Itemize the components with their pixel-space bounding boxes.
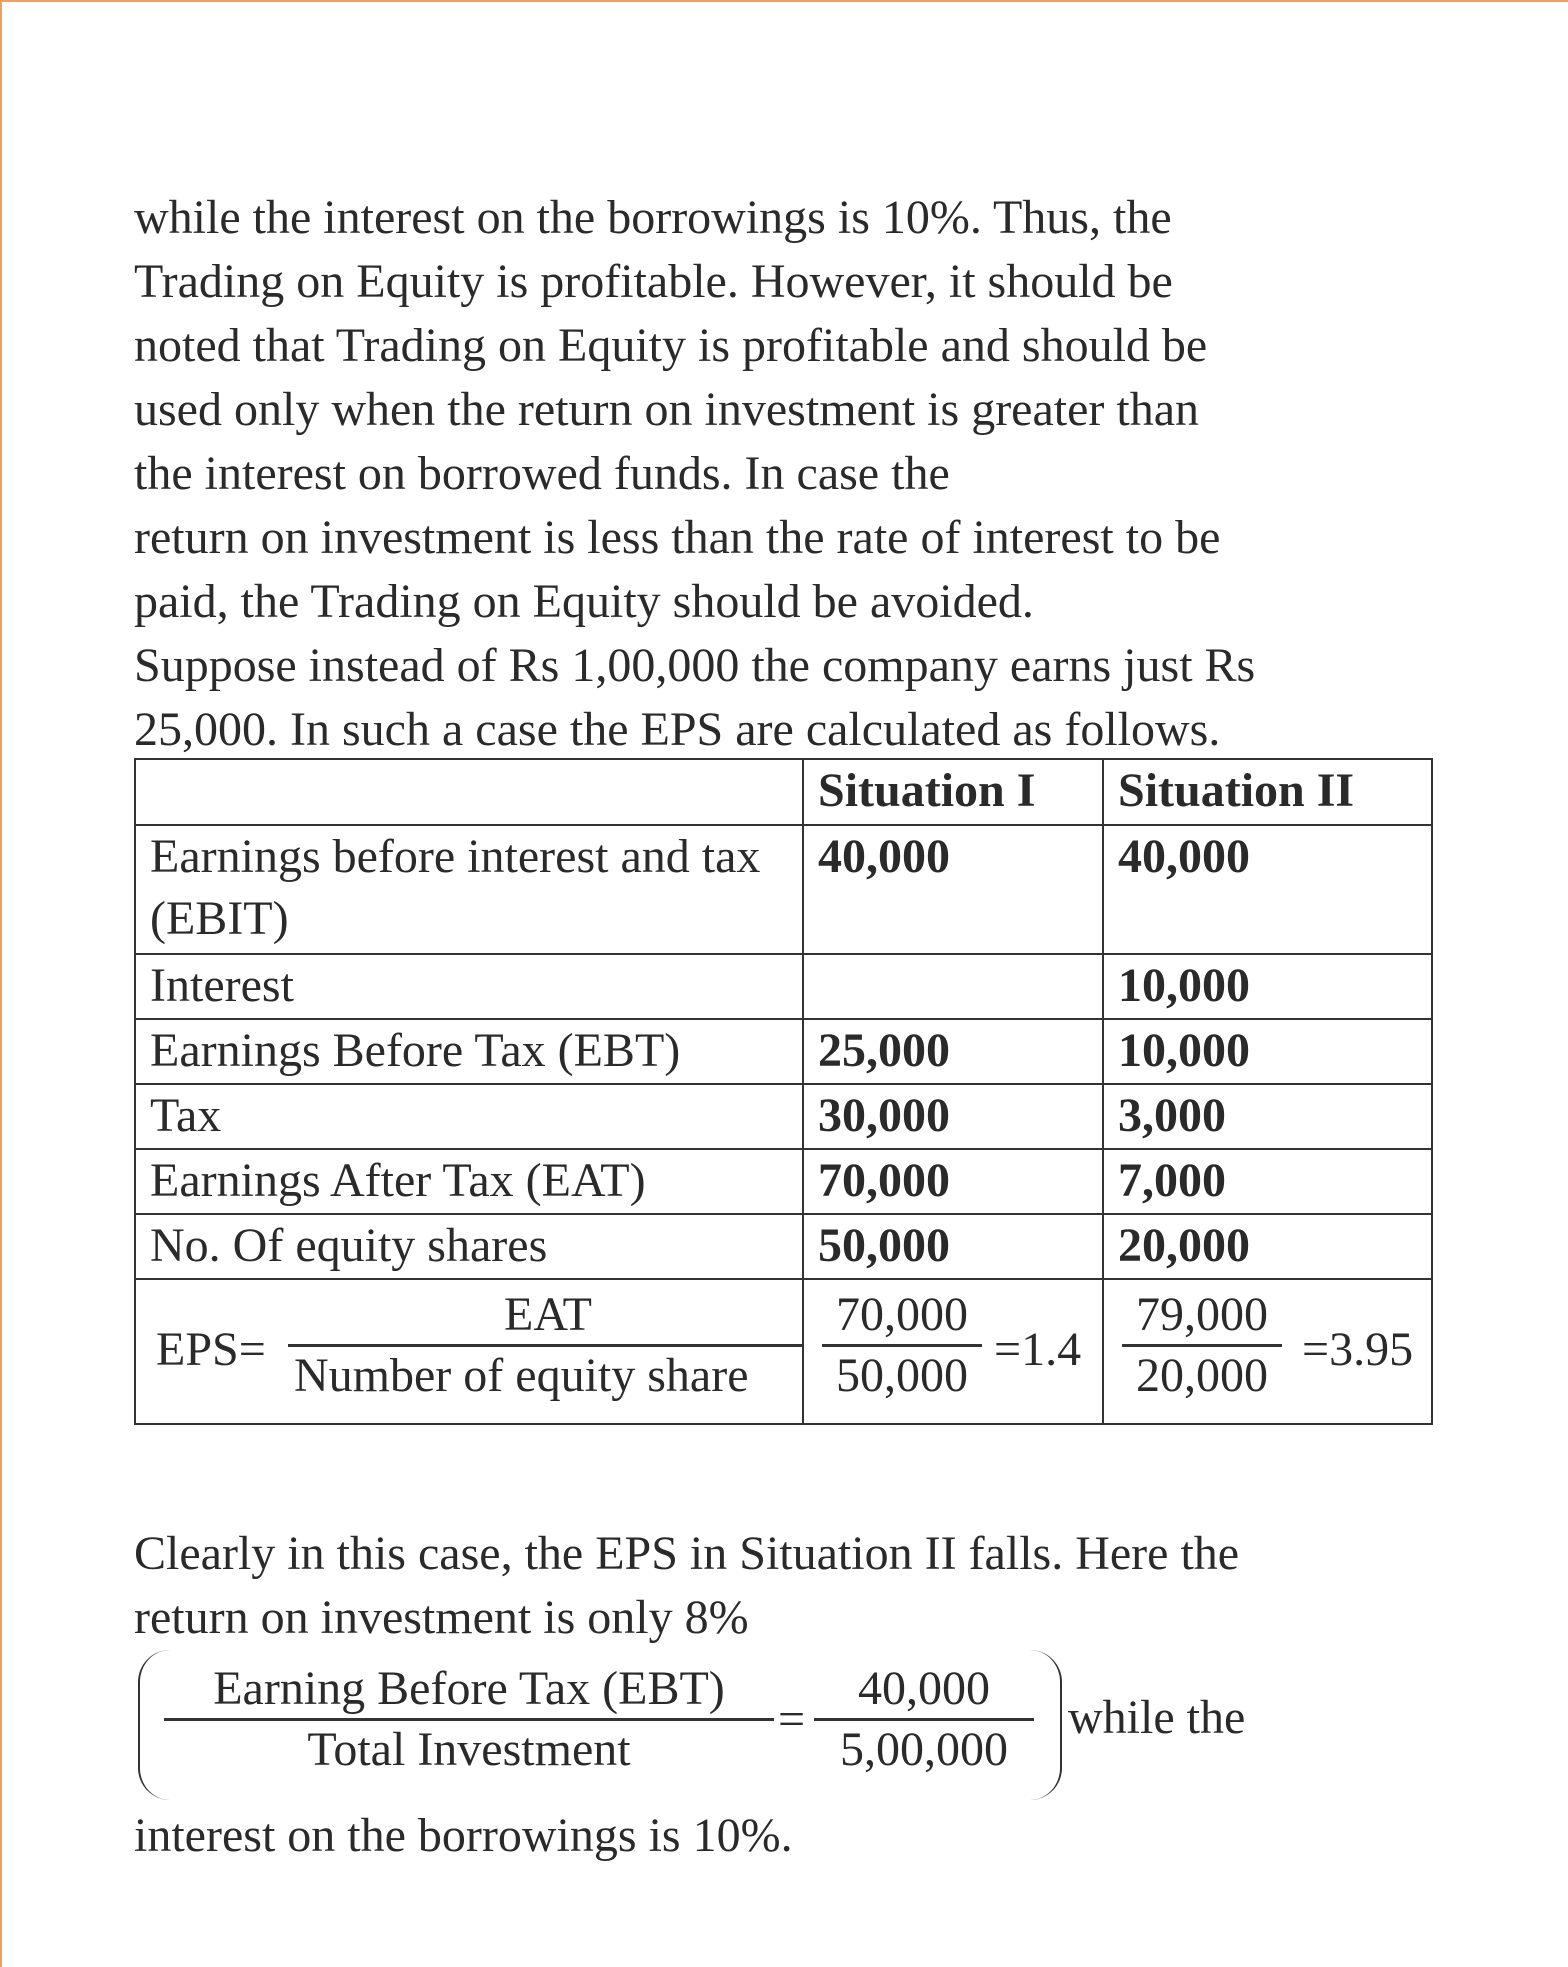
eps-situation-2 xyxy=(1103,1279,1432,1424)
eps-formula-cell xyxy=(135,1279,803,1424)
row-label: Earnings Before Tax (EBT) xyxy=(135,1019,803,1084)
formula-trailing-text: while the xyxy=(1068,1691,1246,1744)
eps-situation-1 xyxy=(803,1279,1103,1424)
text-line: return on investment is only 8% xyxy=(134,1591,749,1644)
equals-sign: = xyxy=(778,1693,806,1746)
eps-s1-denominator: 50,000 xyxy=(836,1349,968,1402)
eps-numerator: EAT xyxy=(504,1288,592,1341)
text-line: used only when the return on investment is greater than xyxy=(134,383,1200,436)
eps-prefix: EPS= xyxy=(156,1323,266,1376)
text-line: paid, the Trading on Equity should be avoided. xyxy=(134,575,1034,628)
eps-denominator: Number of equity share xyxy=(294,1349,749,1402)
paragraph-conclusion xyxy=(134,1522,1239,1650)
eps-row xyxy=(135,1279,1432,1424)
situation-1-value: 50,000 xyxy=(803,1214,1103,1279)
text-line: return on investment is less than the rate of interest to be xyxy=(134,511,1221,564)
row-label: Interest xyxy=(135,954,803,1019)
situation-2-value: 10,000 xyxy=(1103,1019,1432,1084)
header-situation-1: Situation I xyxy=(803,759,1103,825)
eps-fraction xyxy=(288,1286,803,1405)
eps-s2-fraction xyxy=(1122,1286,1282,1405)
row-label: Earnings before interest and tax (EBIT) xyxy=(135,825,803,954)
text-line: noted that Trading on Equity is profitable and should be xyxy=(134,319,1208,372)
paragraph-intro xyxy=(134,186,1255,762)
table-row xyxy=(135,1019,1432,1084)
eps-table xyxy=(134,758,1433,1425)
value-numerator: 40,000 xyxy=(858,1662,990,1715)
situation-1-value: 40,000 xyxy=(803,825,1103,954)
situation-2-value: 10,000 xyxy=(1103,954,1432,1019)
text-line: the interest on borrowed funds. In case the xyxy=(134,447,950,500)
row-label: No. Of equity shares xyxy=(135,1214,803,1279)
row-label: Tax xyxy=(135,1084,803,1149)
table-row xyxy=(135,1084,1432,1149)
formula-numerator: Earning Before Tax (EBT) xyxy=(213,1662,725,1715)
text-line: Clearly in this case, the EPS in Situation II falls. Here the xyxy=(134,1527,1240,1580)
eps-s1-result: =1.4 xyxy=(994,1323,1082,1376)
text-line: Suppose instead of Rs 1,00,000 the company earns just Rs xyxy=(134,639,1256,692)
table-row xyxy=(135,825,1432,954)
right-parenthesis xyxy=(1030,1650,1062,1800)
table-row xyxy=(135,1214,1432,1279)
situation-2-value: 40,000 xyxy=(1103,825,1432,954)
value-fraction xyxy=(814,1660,1034,1779)
ebt-fraction xyxy=(164,1660,774,1779)
eps-s1-fraction xyxy=(822,1286,982,1405)
row-label: Earnings After Tax (EAT) xyxy=(135,1149,803,1214)
situation-1-value: 25,000 xyxy=(803,1019,1103,1084)
situation-1-value: 30,000 xyxy=(803,1084,1103,1149)
eps-s2-numerator: 79,000 xyxy=(1136,1288,1268,1341)
text-line: interest on the borrowings is 10%. xyxy=(134,1809,793,1862)
text-line: while the interest on the borrowings is 10%. Thus, the xyxy=(134,191,1172,244)
eps-s2-denominator: 20,000 xyxy=(1136,1349,1268,1402)
text-line: 25,000. In such a case the EPS are calculated as follows. xyxy=(134,703,1221,756)
situation-1-value xyxy=(803,954,1103,1019)
value-denominator: 5,00,000 xyxy=(840,1723,1008,1776)
closing-line xyxy=(134,1804,793,1868)
header-situation-2: Situation II xyxy=(1103,759,1432,825)
situation-1-value: 70,000 xyxy=(803,1149,1103,1214)
situation-2-value: 7,000 xyxy=(1103,1149,1432,1214)
roi-formula xyxy=(134,1650,1314,1800)
table-header-row xyxy=(135,759,1432,825)
table-row xyxy=(135,1149,1432,1214)
eps-s2-result: =3.95 xyxy=(1302,1323,1414,1376)
formula-denominator: Total Investment xyxy=(307,1723,631,1776)
situation-2-value: 3,000 xyxy=(1103,1084,1432,1149)
table-row xyxy=(135,954,1432,1019)
text-line: Trading on Equity is profitable. However, it should be xyxy=(134,255,1173,308)
situation-2-value: 20,000 xyxy=(1103,1214,1432,1279)
header-cell xyxy=(135,759,803,825)
eps-s1-numerator: 70,000 xyxy=(836,1288,968,1341)
